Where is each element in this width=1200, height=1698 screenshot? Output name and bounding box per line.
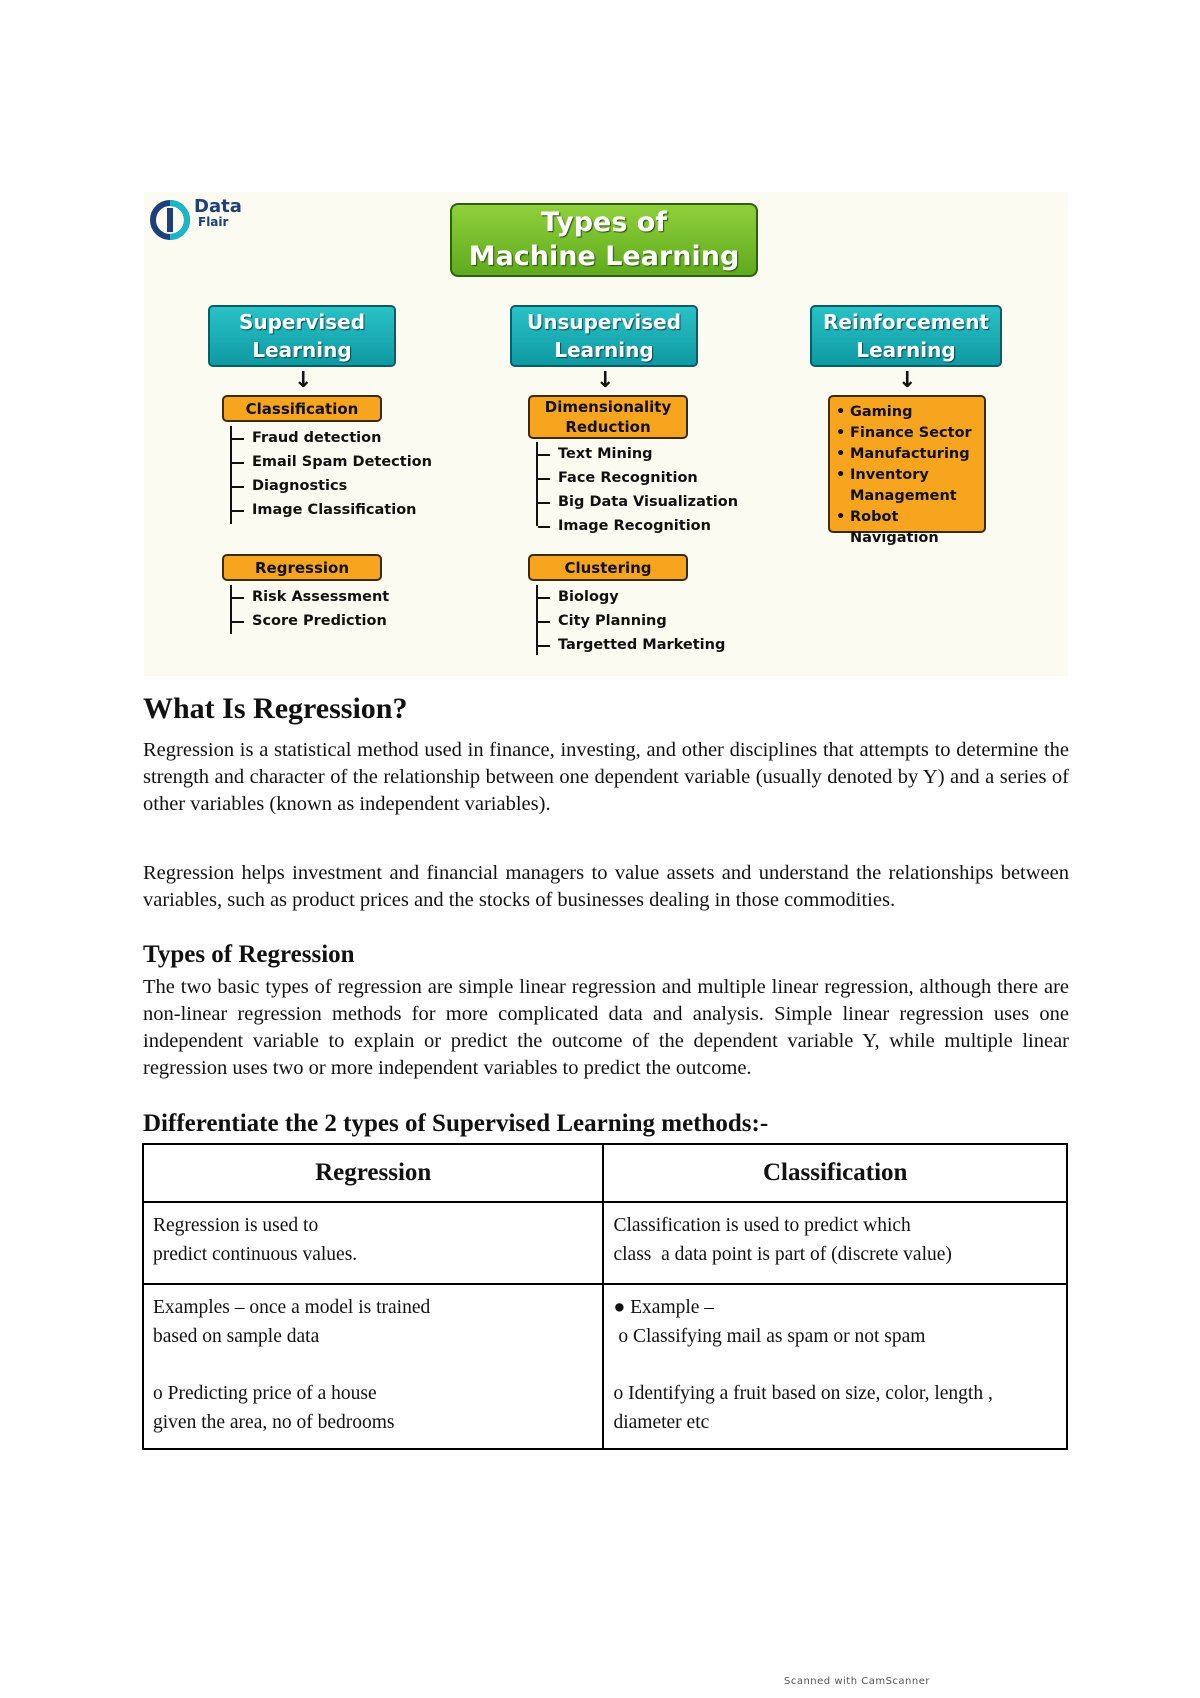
- ml-types-diagram: [144, 192, 1068, 676]
- table-row: [143, 1284, 1067, 1449]
- reinforcement-learning-box: [810, 305, 1002, 367]
- list-item: Diagnostics: [232, 474, 432, 498]
- types-of-regression-paragraph: The two basic types of regression are simple linear regression and multiple linear regression, although there are non-linear regression methods for more complicated data and analysis. Simple linear regression uses one independent variable to explain or predict the outcome of the dependent variable Y, while multiple linear regression uses two or more independent variables to predict the outcome.: [143, 976, 1069, 1079]
- unsupervised-arrow-icon: ↓: [596, 368, 615, 393]
- supervised-title-line2: Learning: [252, 338, 352, 362]
- dataflair-logo: [148, 198, 242, 242]
- list-item: Text Mining: [538, 442, 738, 466]
- column-header-regression: Regression: [143, 1144, 603, 1202]
- list-item: Big Data Visualization: [538, 490, 738, 514]
- logo-text-line2: Flair: [198, 215, 229, 229]
- regression-list: [230, 585, 389, 634]
- supervised-title-line1: Supervised: [238, 310, 366, 334]
- classification-list: [230, 426, 432, 524]
- reinforcement-title-line1: Reinforcement: [823, 310, 989, 334]
- cell-line: diameter etc: [613, 1412, 710, 1433]
- cell-line: o Classifying mail as spam or not spam: [613, 1326, 926, 1347]
- cell-line: predict continuous values.: [153, 1244, 358, 1265]
- classification-box: Classification: [222, 395, 382, 422]
- cell-line: o Predicting price of a house: [153, 1383, 377, 1404]
- list-item: Biology: [538, 585, 725, 609]
- unsupervised-title-line1: Unsupervised: [526, 310, 682, 334]
- table-row: [143, 1202, 1067, 1284]
- comparison-table: [142, 1143, 1068, 1450]
- clustering-box: Clustering: [528, 554, 688, 581]
- reinforcement-arrow-icon: ↓: [898, 368, 917, 393]
- table-cell: [603, 1202, 1067, 1284]
- types-of-regression-heading: Types of Regression: [143, 941, 355, 968]
- table-cell: [143, 1202, 603, 1284]
- dataflair-logo-icon: [148, 198, 192, 242]
- dimensionality-reduction-box: [528, 395, 688, 439]
- cell-line: Classification is used to predict which: [613, 1215, 911, 1236]
- cell-line: class a data point is part of (discrete value): [613, 1244, 952, 1265]
- list-item: City Planning: [538, 609, 725, 633]
- dimensionality-label-line2: Reduction: [565, 418, 651, 436]
- unsupervised-title-line2: Learning: [554, 338, 654, 362]
- table-cell: [143, 1284, 603, 1449]
- cell-line: based on sample data: [153, 1326, 320, 1347]
- list-item: • Inventory Management: [834, 465, 980, 507]
- what-is-regression-heading: What Is Regression?: [143, 692, 408, 725]
- regression-definition-paragraph: Regression is a statistical method used in finance, investing, and other disciplines that attempts to determine the strength and character of the relationship between one dependent variable (usually denoted by Y) and a series of other variables (known as independent variables).: [143, 739, 1069, 815]
- scanner-watermark: Scanned with CamScanner: [784, 1676, 930, 1687]
- list-item: Image Classification: [232, 498, 432, 522]
- reinforcement-applications-box: [828, 395, 986, 546]
- list-item: Targetted Marketing: [538, 633, 725, 657]
- supervised-arrow-icon: ↓: [294, 368, 313, 393]
- list-item: • Robot Navigation: [834, 507, 980, 549]
- cell-line: o Identifying a fruit based on size, color, length ,: [613, 1383, 993, 1404]
- table-cell: [603, 1284, 1067, 1449]
- regression-box: Regression: [222, 554, 382, 581]
- clustering-list: [536, 585, 725, 655]
- cell-line: given the area, no of bedrooms: [153, 1412, 395, 1433]
- cell-line: Examples – once a model is trained: [153, 1297, 431, 1318]
- supervised-learning-box: [208, 305, 396, 367]
- unsupervised-learning-box: [510, 305, 698, 367]
- list-item: • Manufacturing: [834, 444, 980, 465]
- logo-text-line1: Data: [194, 196, 242, 217]
- diagram-title: [450, 203, 758, 277]
- reinforcement-title-line2: Learning: [856, 338, 956, 362]
- list-item: • Finance Sector: [834, 423, 980, 444]
- dimensionality-label-line1: Dimensionality: [544, 398, 672, 416]
- list-item: Score Prediction: [232, 609, 389, 633]
- list-item: • Gaming: [834, 402, 980, 423]
- table-header-row: [143, 1144, 1067, 1202]
- list-item: Image Recognition: [538, 514, 738, 538]
- column-header-classification: Classification: [603, 1144, 1067, 1202]
- list-item: Email Spam Detection: [232, 450, 432, 474]
- list-item: Risk Assessment: [232, 585, 389, 609]
- list-item: Fraud detection: [232, 426, 432, 450]
- cell-line: ● Example –: [613, 1297, 715, 1318]
- differentiate-heading: Differentiate the 2 types of Supervised Learning methods:-: [143, 1110, 769, 1137]
- list-item: Face Recognition: [538, 466, 738, 490]
- dimensionality-list: [536, 442, 739, 534]
- regression-uses-paragraph: Regression helps investment and financial managers to value assets and understand the relationships between variables, such as product prices and the stocks of businesses dealing in those commodities.: [143, 862, 1069, 911]
- diagram-title-line1: Types of: [540, 207, 668, 238]
- cell-line: Regression is used to: [153, 1215, 319, 1236]
- diagram-title-line2: Machine Learning: [468, 241, 740, 272]
